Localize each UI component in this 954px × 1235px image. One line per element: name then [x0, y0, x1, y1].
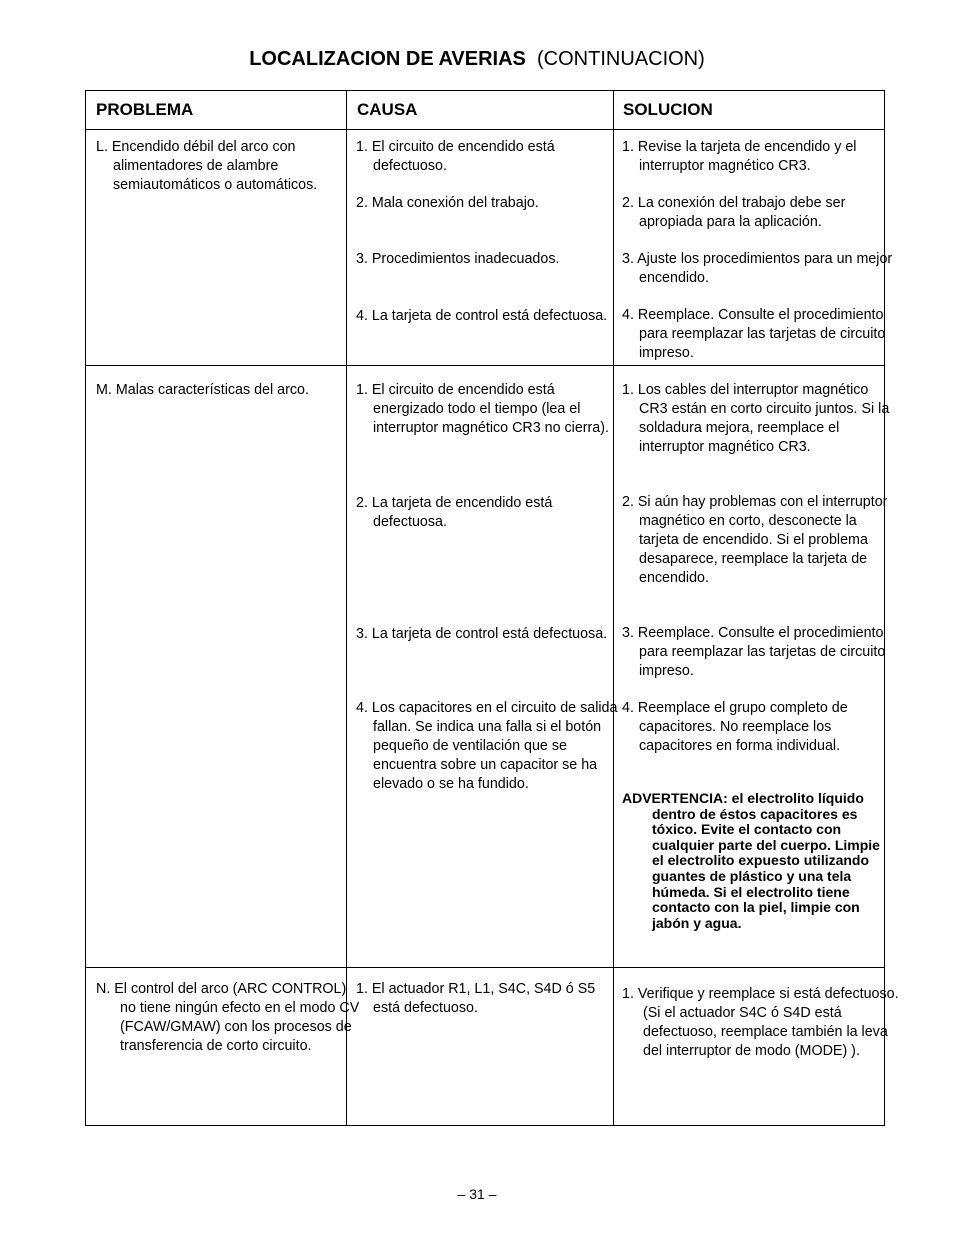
- solution-m-4: 4. Reemplace el grupo completo de capacitores. No reemplace los capacitores en forma individual.: [622, 700, 848, 754]
- problem-m: M. Malas características del arco.: [96, 382, 309, 398]
- page-title-main: LOCALIZACION DE AVERIAS: [249, 48, 526, 70]
- cause-m-2: 2. La tarjeta de encendido está defectuosa.: [356, 495, 553, 530]
- solution-l-2: 2. La conexión del trabajo debe ser apropiada para la aplicación.: [622, 195, 846, 230]
- cause-n-1: 1. El actuador R1, L1, S4C, S4D ó S5 está defectuoso.: [356, 981, 596, 1016]
- cause-l-1: 1. El circuito de encendido está defectuoso.: [356, 139, 555, 174]
- solution-m-1: 1. Los cables del interruptor magnético CR3 están en corto circuito juntos. Si la soldadura mejora, reemplace el interruptor magnético CR3.: [622, 382, 890, 455]
- solution-l-3: 3. Ajuste los procedimientos para un mejor encendido.: [622, 251, 893, 286]
- page-title: [0, 46, 954, 72]
- cause-m-4: 4. Los capacitores en el circuito de salida fallan. Se indica una falla si el botón pequeño de ventilación que se encuentra sobre un capacitor se ha elevado o se ha fundido.: [356, 700, 618, 792]
- header-divider: [86, 129, 884, 130]
- solution-m-3: 3. Reemplace. Consulte el procedimiento para reemplazar las tarjetas de circuito impreso.: [622, 625, 886, 679]
- warning-note: ADVERTENCIA: el electrolito líquido dentro de éstos capacitores es tóxico. Evite el contacto con cualquier parte del cuerpo. Limpie el electrolito expuesto utilizando guantes de plástico y una tela húmeda. Si el electrolito tiene contacto con la piel, limpie con jabón y agua.: [622, 790, 880, 931]
- solution-l-4: 4. Reemplace. Consulte el procedimiento para reemplazar las tarjetas de circuito impreso.: [622, 307, 886, 361]
- header-causa: CAUSA: [357, 100, 418, 119]
- solution-l-1: 1. Revise la tarjeta de encendido y el interruptor magnético CR3.: [622, 139, 857, 174]
- page-title-sub: (CONTINUACION): [537, 48, 705, 70]
- cause-l-2: 2. Mala conexión del trabajo.: [356, 195, 539, 211]
- cause-l-4: 4. La tarjeta de control está defectuosa.: [356, 308, 608, 324]
- cause-l-3: 3. Procedimientos inadecuados.: [356, 251, 560, 267]
- problem-n: N. El control del arco (ARC CONTROL) no tiene ningún efecto en el modo CV (FCAW/GMAW) con los procesos de transferencia de corto circuito.: [96, 981, 360, 1054]
- column-divider: [346, 91, 347, 1125]
- row-divider: [86, 365, 884, 366]
- page-number: – 31 –: [457, 1186, 497, 1202]
- column-divider: [613, 91, 614, 1125]
- cause-m-1: 1. El circuito de encendido está energizado todo el tiempo (lea el interruptor magnético CR3 no cierra).: [356, 382, 609, 436]
- cause-m-3: 3. La tarjeta de control está defectuosa.: [356, 626, 608, 642]
- solution-n-1: 1. Verifique y reemplace si está defectuoso. (Si el actuador S4C ó S4D está defectuoso, reemplace también la leva del interruptor de modo (MODE) ).: [622, 986, 899, 1059]
- header-solucion: SOLUCION: [623, 100, 713, 119]
- header-problema: PROBLEMA: [96, 100, 194, 119]
- solution-m-2: 2. Si aún hay problemas con el interruptor magnético en corto, desconecte la tarjeta de encendido. Si el problema desaparece, reemplace la tarjeta de encendido.: [622, 494, 888, 586]
- problem-l: L. Encendido débil del arco con alimentadores de alambre semiautomáticos o automáticos.: [96, 139, 318, 193]
- troubleshooting-table: [85, 90, 899, 1126]
- row-divider: [86, 967, 884, 968]
